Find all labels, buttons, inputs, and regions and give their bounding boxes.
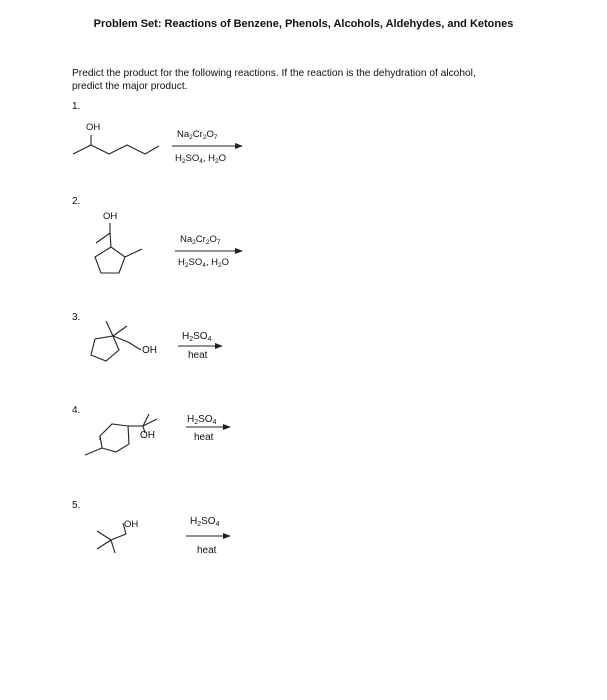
problem-5-reagent-bottom: heat	[197, 545, 217, 556]
instructions-line-2: predict the major product.	[72, 81, 188, 92]
problem-5-oh-label: OH	[124, 519, 139, 530]
problem-5-bond-b	[97, 540, 111, 549]
problem-1-oh-label: OH	[86, 122, 101, 133]
problem-4-oh-label: OH	[140, 430, 155, 441]
problem-3-oh-label: OH	[142, 345, 157, 356]
problem-3-reagent-bottom: heat	[188, 350, 208, 361]
problem-5-number: 5.	[72, 500, 81, 511]
problem-3-reagent-top: $H_2SO_4$	[182, 331, 212, 343]
problem-5-reagent-top: $H_2SO_4$	[190, 516, 220, 528]
problem-1-number: 1.	[72, 101, 81, 112]
problem-3-number: 3.	[72, 312, 81, 323]
problem-5-bond-d	[111, 534, 126, 540]
problem-2-number: 2.	[72, 196, 81, 207]
problem-5-bond-c	[111, 540, 115, 553]
problem-5-arrowhead	[223, 533, 231, 539]
problem-2-oh-label: OH	[103, 211, 118, 222]
problem-5-bond-a	[97, 531, 111, 540]
problem-2-reagent-bottom: $H_2SO_4$, $H_2O$	[178, 257, 230, 269]
problem-4-reagent-bottom: heat	[194, 432, 214, 443]
problem-1-reagent-bottom: $H_2SO_4$, $H_2O$	[175, 153, 227, 165]
problem-4-reagent-top: $H_2SO_4$	[187, 414, 217, 426]
problem-4-number: 4.	[72, 405, 81, 416]
instructions-line-1: Predict the product for the following reactions. If the reaction is the dehydration of alcohol,	[72, 68, 476, 79]
problem-2-reagent-top: $Na_2Cr_2O_7$	[180, 234, 221, 246]
page-title: Problem Set: Reactions of Benzene, Phenols, Alcohols, Aldehydes, and Ketones	[93, 18, 514, 30]
problem-1-reagent-top: $Na_2Cr_2O_7$	[177, 129, 218, 141]
